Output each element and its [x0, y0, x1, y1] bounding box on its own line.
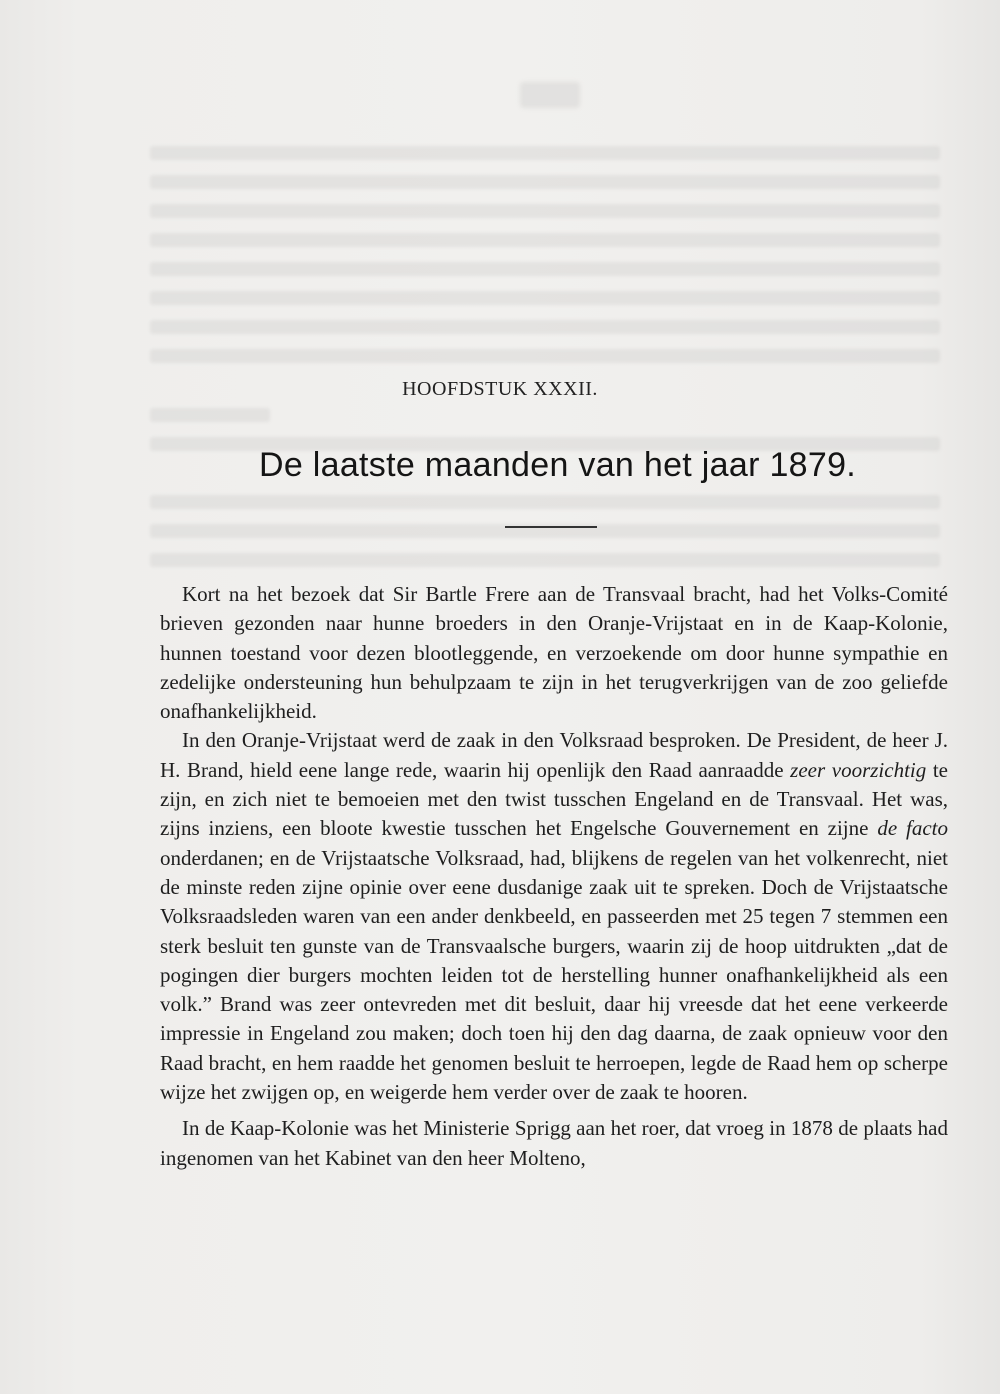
paragraph — [160, 1114, 948, 1173]
show-through-line — [150, 204, 940, 218]
show-through-line — [150, 495, 940, 509]
show-through-line — [150, 320, 940, 334]
chapter-heading: HOOFDSTUK XXXII. — [402, 378, 598, 400]
paragraph-text: te zijn, en zich niet te bemoeien met den twist tusschen Engeland en de Transvaal. Het was, zijns inziens, een bloote kwestie tusschen het Engelsche Gouvernement en zijne — [160, 757, 949, 841]
show-through-line — [150, 291, 940, 305]
paragraph-text: In de Kaap-Kolonie was het Ministerie Sprigg aan het roer, dat vroeg in 1878 de plaats had ingenomen van het Kabinet van den heer Molteno, — [160, 1116, 948, 1170]
show-through-line — [150, 349, 940, 363]
show-through-line — [150, 146, 940, 160]
emphasis: de facto — [877, 816, 948, 841]
paragraph-text: Kort na het bezoek dat Sir Bartle Frere aan de Transvaal bracht, had het Volks-Comité brieven gezonden naar hunne broeders in den Oranje-Vrijstaat en in de Kaap-Kolonie, hunnen toestand voor dezen blootleggende, en verzoekende om door hunne sympathie en zedelijke ondersteuning hun behulpzaam te zijn in het terugverkrijgen van de zoo geliefde onafhankelijkheid. — [160, 582, 948, 724]
show-through-line — [150, 233, 940, 247]
paragraph — [160, 726, 948, 1107]
title-divider — [505, 526, 597, 528]
paragraph-text: In den Oranje-Vrijstaat werd de zaak in den Volksraad besproken. De President, de heer J. H. Brand, hield eene lange rede, waarin hij openlijk den Raad aanraadde — [160, 728, 948, 782]
show-through-page-number — [520, 82, 580, 108]
show-through-line — [150, 262, 940, 276]
chapter-title: De laatste maanden van het jaar 1879. — [258, 446, 857, 484]
paragraph-text: onderdanen; en de Vrijstaatsche Volksraad, had, blijkens de regelen van het volkenrecht, niet de minste reden zijne opinie over eene dusdanige zaak uit te spreken. Doch de Vrijstaatsche Volksraadsleden waren van een ander denkbeeld, en passeerden met 25 tegen 7 stemmen een sterk besluit ten gunste van de Transvaalsche burgers, waarin zij de hoop uitdrukten „dat de pogingen dier burgers mochten leiden tot de herstelling hunner onafhankelijkheid als een volk.” Brand was zeer ontevreden met dit besluit, daar hij vreesde dat het eene verkeerde impressie in Engeland zou maken; doch toen hij den dag daarna, de zaak opnieuw voor den Raad bracht, en hem raadde het genomen besluit te herroepen, legde de Raad hem op scherpe wijze het zwijgen op, en weigerde hem verder over de zaak te hooren. — [160, 845, 948, 1105]
show-through-line — [150, 553, 940, 567]
emphasis: zeer voorzichtig — [790, 757, 927, 782]
body-text — [160, 580, 948, 1173]
show-through-line — [150, 408, 270, 422]
show-through-line — [150, 175, 940, 189]
paragraph — [160, 580, 948, 726]
